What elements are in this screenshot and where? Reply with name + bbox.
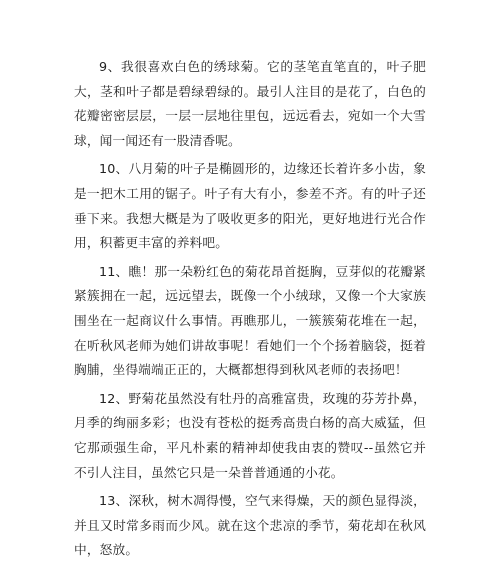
paragraph-9: 9、我很喜欢白色的绣球菊。它的茎笔直笔直的，叶子肥大，茎和叶子都是碧绿碧绿的。最引人注目的是花了，白色的花瓣密密层层，一层一层地往里包，远远看去，宛如一个大雪球，闻一闻还有一股清香呢。 bbox=[74, 59, 426, 148]
document-body bbox=[74, 55, 426, 566]
paragraph-12: 12、野菊花虽然没有牡丹的高雅富贵，玫瑰的芬芳扑鼻，月季的绚丽多彩；也没有苍松的挺秀高贵白杨的高大威猛，但它那顽强生命，平凡朴素的精神却使我由衷的赞叹--虽然它并不引人注目，虽然它只是一朵普普通通的小花。 bbox=[74, 390, 426, 480]
paragraph-13: 13、深秋，树木凋得慢，空气来得燥，天的颜色显得淡，并且又时常多雨而少风。就在这个悲凉的季节，菊花却在秋风中，怒放。 bbox=[74, 493, 426, 558]
paragraph-10: 10、八月菊的叶子是椭圆形的，边缘还长着许多小齿，象是一把木工用的锯子。叶子有大有小，参差不齐。有的叶子还垂下来。我想大概是为了吸收更多的阳光，更好地进行光合作用，积蓄更丰富的养料吧。 bbox=[74, 161, 426, 251]
paragraph-11: 11、瞧！那一朵粉红色的菊花昂首挺胸，豆芽似的花瓣紧紧簇拥在一起，远远望去，既像一个小绒球，又像一个大家族围坐在一起商议什么事情。再瞧那儿，一簇簇菊花堆在一起，在听秋风老师为她们讲故事呢！看她们一个个扬着脑袋，挺着胸脯，坐得端端正正的，大概都想得到秋风老师的表扬吧！ bbox=[74, 263, 426, 378]
